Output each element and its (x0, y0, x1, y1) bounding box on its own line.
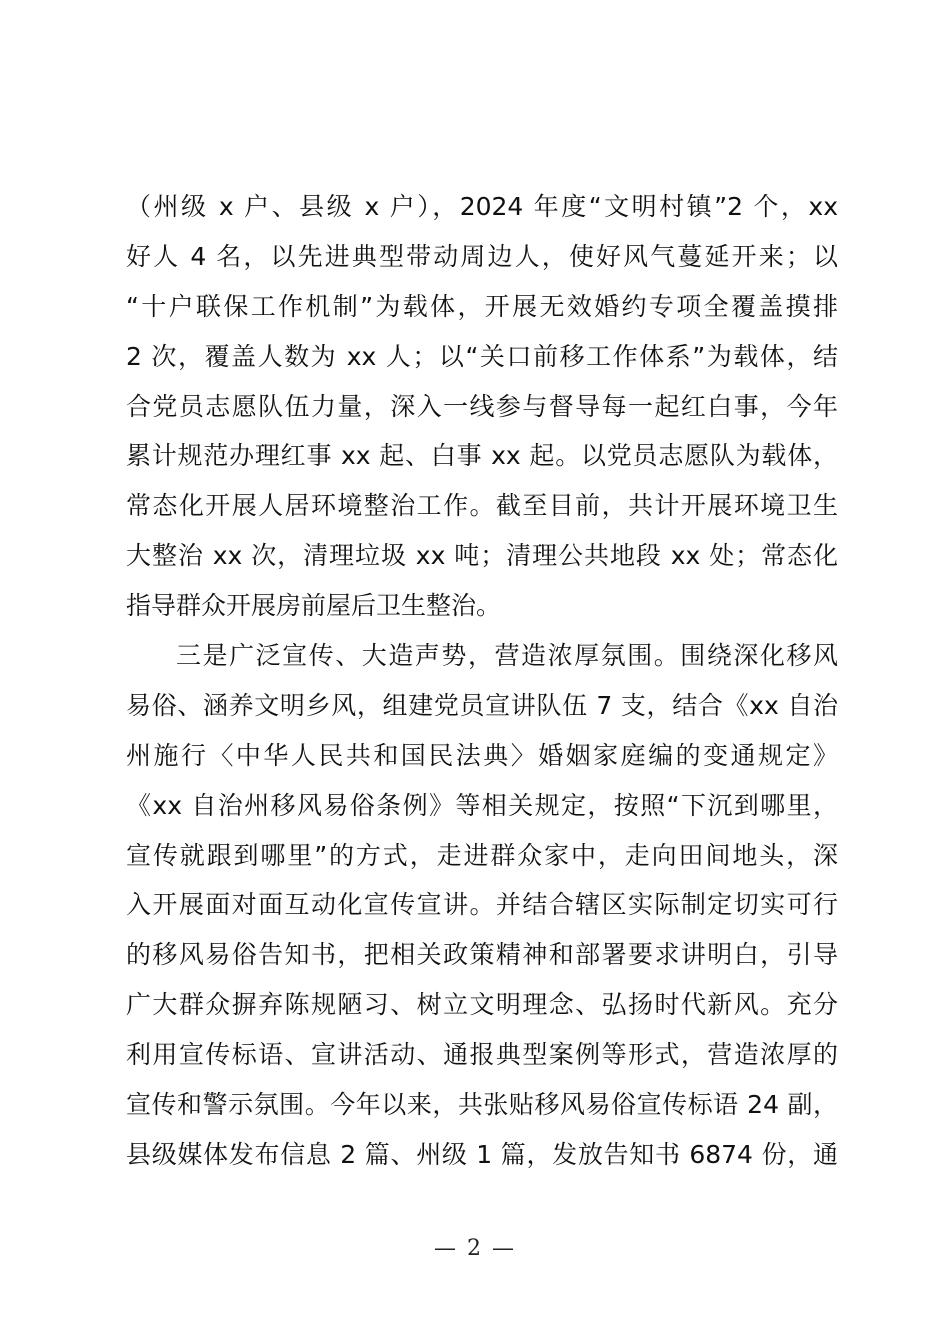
text-line: 入开展面对面互动化宣传宣讲。并结合辖区实际制定切实可行 (126, 890, 838, 920)
text-line: 《xx 自治州移风易俗条例》等相关规定，按照“下沉到哪里， (126, 790, 838, 820)
text-line: 宣传就跟到哪里”的方式，走进群众家中，走向田间地头，深 (126, 840, 838, 870)
paragraph-start-line: 三是广泛宣传、大造声势，营造浓厚氛围。围绕深化移风 (176, 641, 838, 671)
text-line: 常态化开展人居环境整治工作。截至目前，共计开展环境卫生 (126, 491, 838, 521)
text-line: （州级 x 户、县级 x 户），2024 年度“文明村镇”2 个，xx (126, 192, 838, 221)
text-line: 州施行〈中华人民共和国民法典〉婚姻家庭编的变通规定》 (126, 740, 838, 770)
text-line: 累计规范办理红事 xx 起、白事 xx 起。以党员志愿队为载体， (126, 441, 838, 471)
text-line: 大整治 xx 次，清理垃圾 xx 吨；清理公共地段 xx 处；常态化 (126, 541, 838, 571)
text-line: 指导群众开展房前屋后卫生整治。 (126, 591, 502, 621)
page-number: — 2 — (434, 1236, 516, 1261)
text-line: 县级媒体发布信息 2 篇、州级 1 篇，发放告知书 6874 份，通 (126, 1139, 838, 1169)
text-line: 易俗、涵养文明乡风，组建党员宣讲队伍 7 支，结合《xx 自治 (126, 690, 838, 720)
text-line: “十户联保工作机制”为载体，开展无效婚约专项全覆盖摸排 (126, 291, 838, 321)
text-line: 广大群众摒弃陈规陋习、树立文明理念、弘扬时代新风。充分 (126, 990, 838, 1020)
text-line: 利用宣传标语、宣讲活动、通报典型案例等形式，营造浓厚的 (126, 1040, 838, 1070)
text-line: 合党员志愿队伍力量，深入一线参与督导每一起红白事，今年 (126, 391, 838, 421)
text-line: 宣传和警示氛围。今年以来，共张贴移风易俗宣传标语 24 副， (126, 1090, 838, 1120)
text-line: 好人 4 名，以先进典型带动周边人，使好风气蔓延开来；以 (126, 241, 838, 271)
text-line: 2 次，覆盖人数为 xx 人；以“关口前移工作体系”为载体，结 (126, 341, 838, 371)
body-text (126, 182, 838, 1180)
text-line: 的移风易俗告知书，把相关政策精神和部署要求讲明白，引导 (126, 940, 838, 970)
